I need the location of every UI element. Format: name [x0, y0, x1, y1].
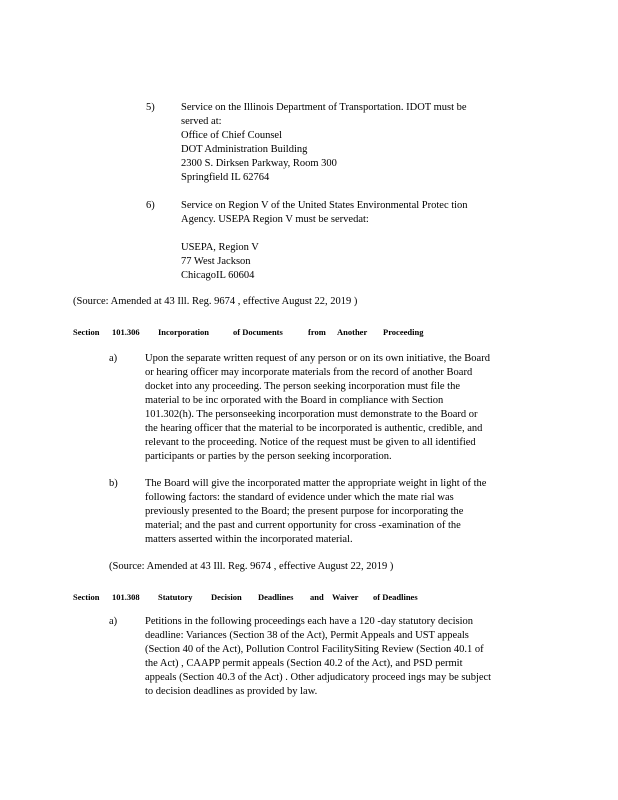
section-label: Section — [73, 592, 100, 602]
paragraph-line: or hearing officer may incorporate materials from the record of another Board — [145, 367, 473, 378]
paragraph-line: participants or parties by the person seeking incorporation. — [145, 451, 392, 462]
section-heading — [73, 590, 473, 602]
paragraph-line: matters asserted within the incorporated material. — [145, 534, 353, 545]
paragraph-line: The Board will give the incorporated matter the appropriate weight in light of the — [145, 478, 487, 489]
item-5-line: Office of Chief Counsel — [181, 130, 282, 141]
subsection-b-text — [145, 477, 537, 547]
section-title-word: Another — [337, 327, 368, 337]
item-5-line: DOT Administration Building — [181, 144, 308, 155]
paragraph-line: (Section 40 of the Act), Pollution Control FacilitySiting Review (Section 40.1 of — [145, 644, 484, 655]
section-title-word: Waiver — [332, 592, 359, 602]
subsection-a-text — [145, 615, 537, 699]
section-number: 101.306 — [112, 327, 140, 337]
paragraph-line: material to be inc orporated with the Board in compliance with Section — [145, 395, 444, 406]
item-5-number: 5) — [146, 102, 155, 113]
paragraph-line: to decision deadlines as provided by law. — [145, 686, 318, 697]
section-title-word: Proceeding — [383, 327, 424, 337]
paragraph-line: 101.302(h). The personseeking incorporation must demonstrate to the Board or — [145, 409, 478, 420]
item-5-line: Springfield IL 62764 — [181, 172, 270, 183]
item-6-line: ChicagoIL 60604 — [181, 270, 255, 281]
paragraph-line: previously presented to the Board; the present purpose for incorporating the — [145, 506, 464, 517]
section-title-word: Decision — [211, 592, 242, 602]
paragraph-line: appeals (Section 40.3 of the Act) . Other adjudicatory proceed ings may be subject — [145, 672, 492, 683]
item-6-line: Agency. USEPA Region V must be servedat: — [181, 214, 369, 225]
section-number: 101.308 — [112, 592, 140, 602]
section-heading — [73, 325, 473, 337]
source-note: (Source: Amended at 43 Ill. Reg. 9674 , effective August 22, 2019 ) — [109, 561, 394, 572]
section-title-word: and — [310, 592, 324, 602]
paragraph-line: the hearing officer that the material to be incorporated is authentic, credible, and — [145, 423, 483, 434]
paragraph-line: relevant to the proceeding. Notice of the request must be given to all identified — [145, 437, 476, 448]
item-5-line: 2300 S. Dirksen Parkway, Room 300 — [181, 158, 337, 169]
subsection-a-letter: a) — [109, 616, 118, 627]
section-title-word: of Deadlines — [373, 592, 418, 602]
section-title-word: Statutory — [158, 592, 193, 602]
paragraph-line: deadline: Variances (Section 38 of the Act), Permit Appeals and UST appeals — [145, 630, 469, 641]
subsection-b-letter: b) — [109, 478, 118, 489]
item-6-text — [181, 199, 511, 283]
item-6-line: USEPA, Region V — [181, 242, 259, 253]
item-6-line: Service on Region V of the United States Environmental Protec tion — [181, 200, 468, 211]
item-6-number: 6) — [146, 200, 155, 211]
item-6-line — [181, 227, 511, 241]
paragraph-line: material; and the past and current opportunity for cross -examination of the — [145, 520, 461, 531]
paragraph-line: Upon the separate written request of any person or on its own initiative, the Board — [145, 353, 490, 364]
subsection-a-text — [145, 352, 537, 464]
section-title-word: from — [308, 327, 326, 337]
subsection-a-letter: a) — [109, 353, 118, 364]
item-5-line: served at: — [181, 116, 222, 127]
item-6-line: 77 West Jackson — [181, 256, 251, 267]
paragraph-line: following factors: the standard of evidence under which the mate rial was — [145, 492, 454, 503]
paragraph-line: the Act) , CAAPP permit appeals (Section 40.2 of the Act), and PSD permit — [145, 658, 463, 669]
section-title-word: Incorporation — [158, 327, 209, 337]
section-title-word: of Documents — [233, 327, 283, 337]
item-5-text — [181, 101, 511, 185]
source-note: (Source: Amended at 43 Ill. Reg. 9674 , effective August 22, 2019 ) — [73, 296, 358, 307]
section-title-word: Deadlines — [258, 592, 294, 602]
paragraph-line: docket into any proceeding. The person seeking incorporation must file the — [145, 381, 461, 392]
paragraph-line: Petitions in the following proceedings each have a 120 -day statutory decision — [145, 616, 474, 627]
item-5-line: Service on the Illinois Department of Transportation. IDOT must be — [181, 102, 467, 113]
section-label: Section — [73, 327, 100, 337]
